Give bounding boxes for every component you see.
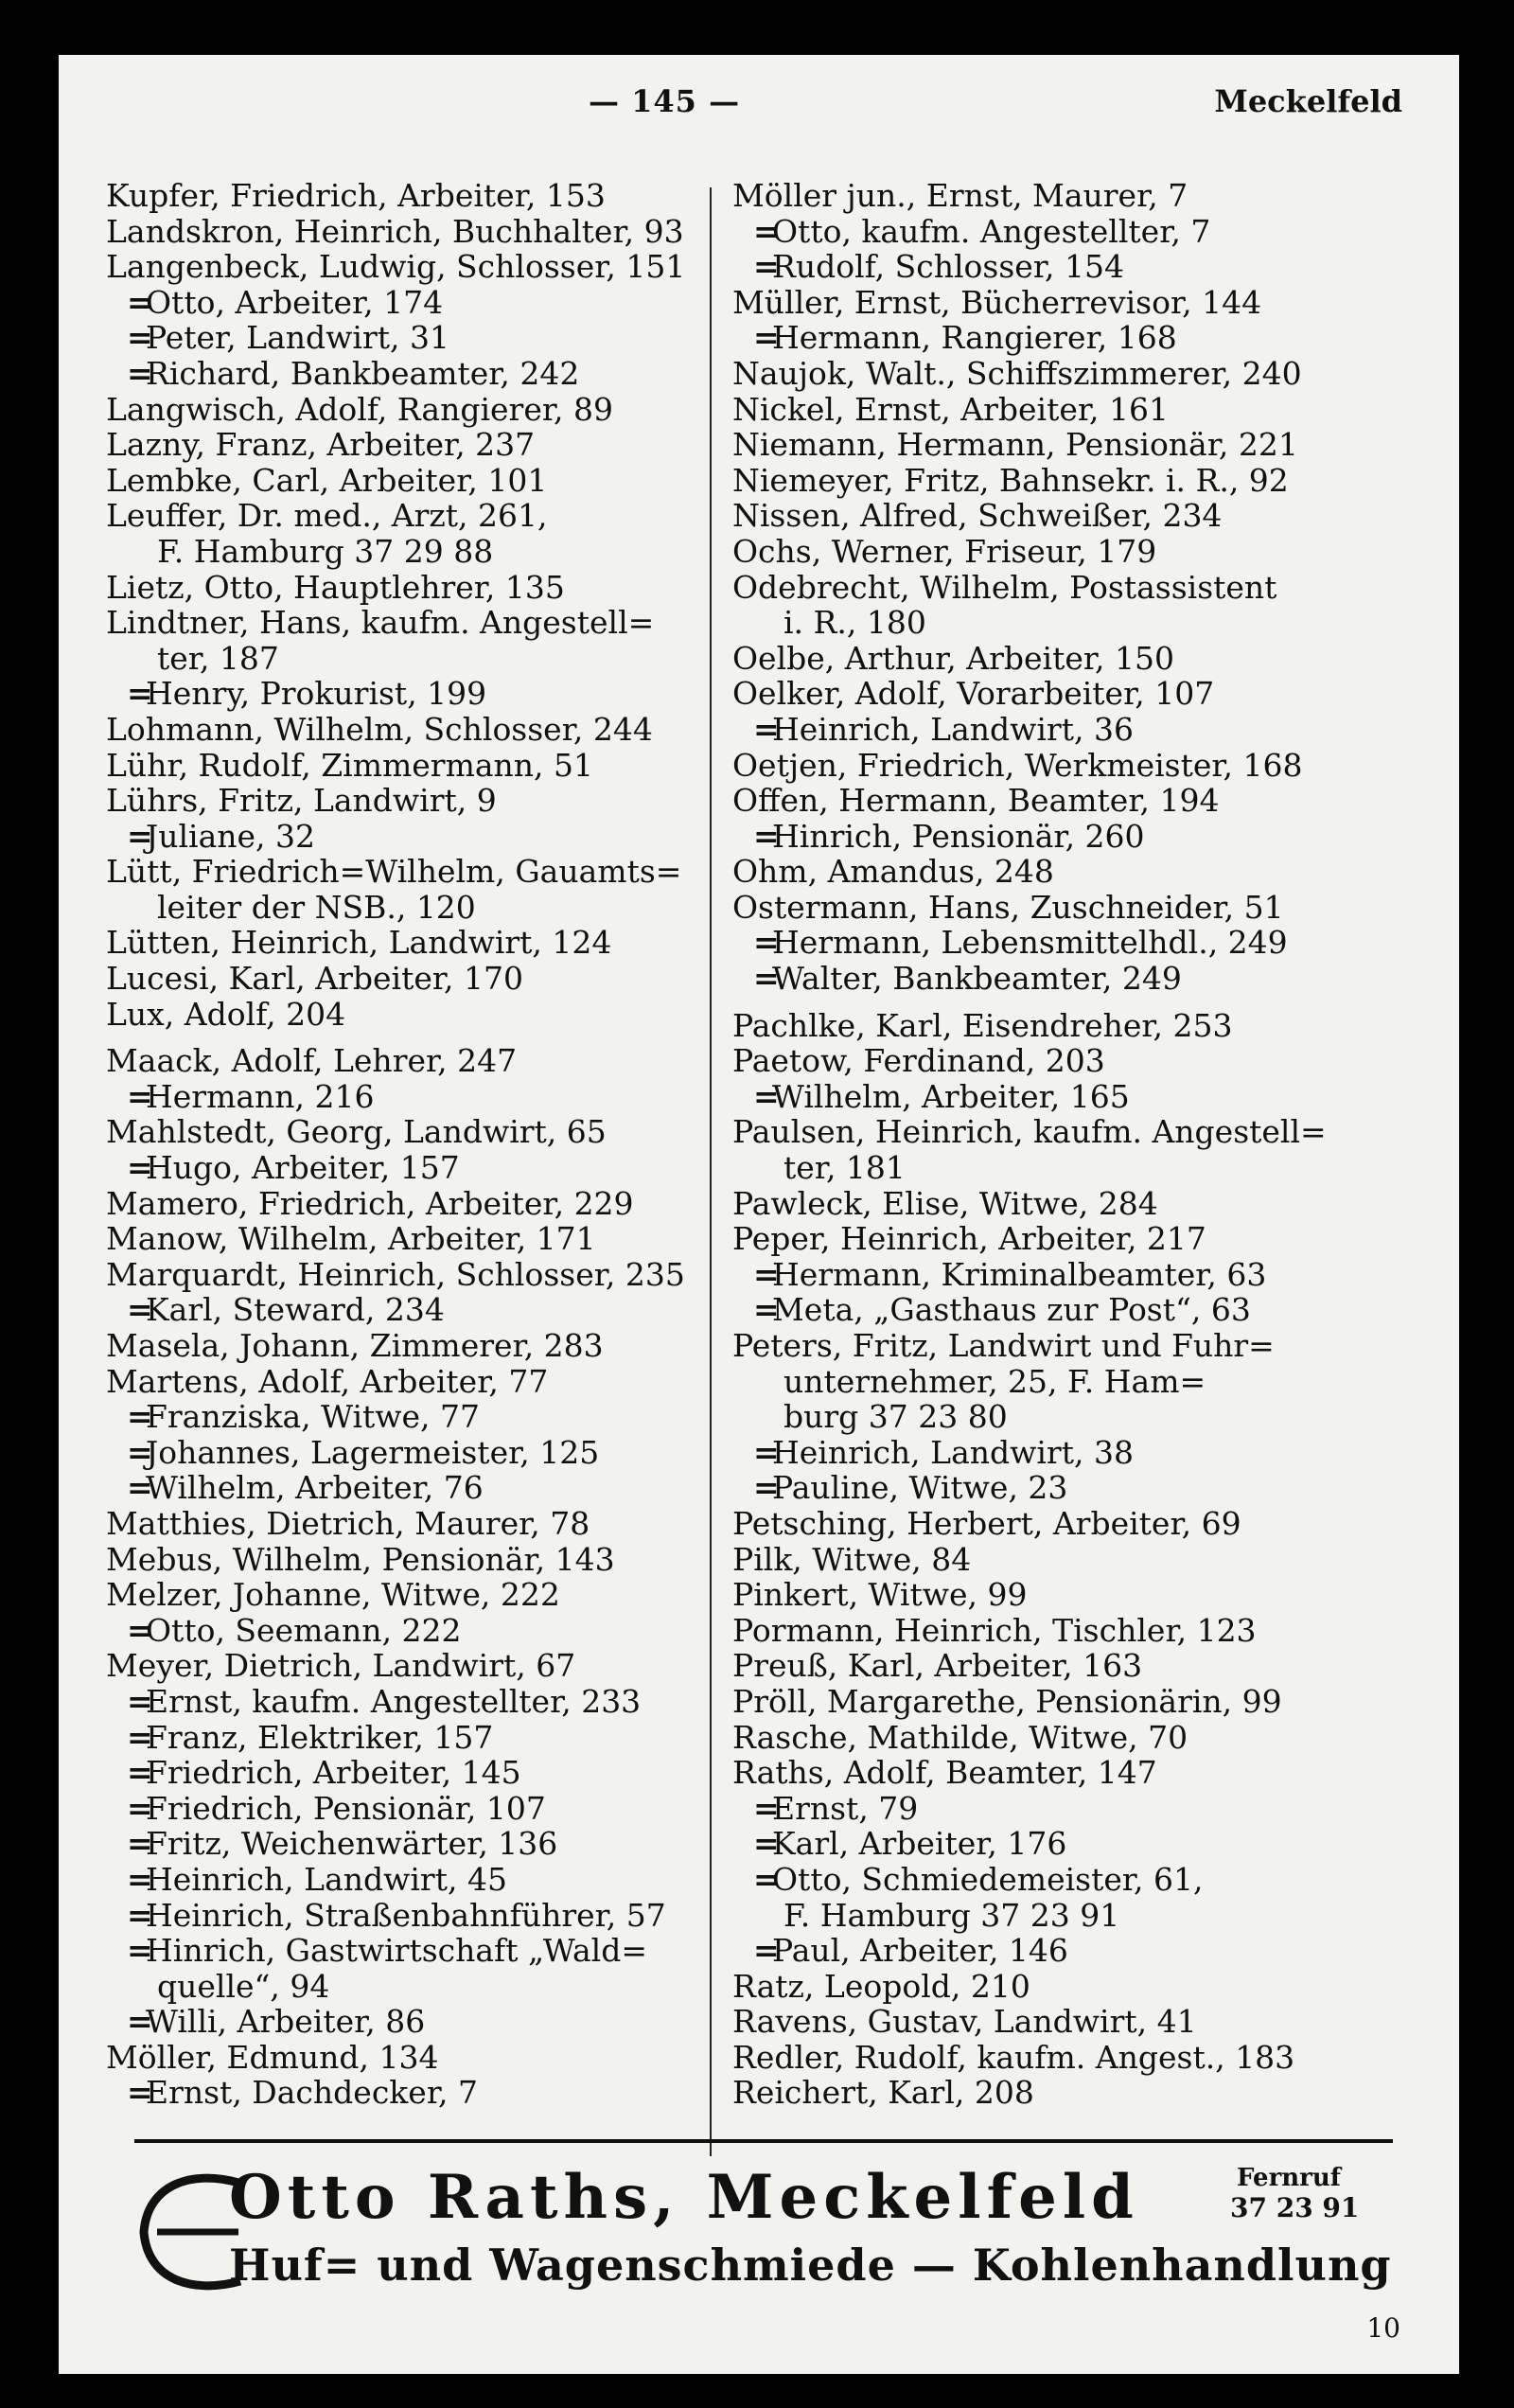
- directory-entry: [732, 925, 1385, 961]
- entry-text: Ravens, Gustav, Landwirt, 41: [732, 2003, 1197, 2041]
- directory-entry: [106, 925, 749, 961]
- phone-number: 37 23 91: [1230, 2192, 1360, 2223]
- entry-text: Oetjen, Friedrich, Werkmeister, 168: [732, 746, 1303, 784]
- entry-text: Oelker, Adolf, Vorarbeiter, 107: [732, 675, 1215, 713]
- directory-entry: [732, 1470, 1385, 1506]
- ditto-mark: =: [127, 1469, 153, 1507]
- directory-entry: [106, 1470, 749, 1506]
- directory-entry: [106, 1648, 749, 1684]
- directory-entry: [732, 1435, 1385, 1471]
- directory-entry: [732, 1862, 1385, 1898]
- directory-entry: [732, 1043, 1385, 1079]
- ditto-mark: =: [127, 319, 153, 357]
- entry-text: Leuffer, Dr. med., Arzt, 261,: [106, 497, 548, 535]
- ditto-mark: =: [753, 1291, 780, 1329]
- directory-entry: [732, 285, 1385, 321]
- directory-entry: [732, 1755, 1385, 1791]
- entry-continuation: [732, 1364, 1385, 1400]
- entry-text: Friedrich, Pensionär, 107: [146, 1789, 546, 1827]
- entry-text: Hermann, Rangierer, 168: [772, 319, 1177, 357]
- entry-text: Hermann, 216: [146, 1077, 375, 1115]
- entry-text: Matthies, Dietrich, Maurer, 78: [106, 1504, 590, 1542]
- directory-entry: [106, 1186, 749, 1222]
- entry-text: Lütten, Heinrich, Landwirt, 124: [106, 924, 612, 962]
- entry-text: Ochs, Werner, Friseur, 179: [732, 532, 1157, 570]
- directory-entry: [106, 997, 749, 1033]
- directory-entry: [732, 1221, 1385, 1257]
- directory-entry: [106, 1435, 749, 1471]
- directory-entry: [732, 534, 1385, 570]
- directory-entry: [732, 1186, 1385, 1222]
- entry-text: Lührs, Fritz, Landwirt, 9: [106, 782, 497, 820]
- entry-text: Karl, Arbeiter, 176: [772, 1825, 1067, 1863]
- entry-text: Marquardt, Heinrich, Schlosser, 235: [106, 1255, 685, 1293]
- entry-text: Niemeyer, Fritz, Bahnsekr. i. R., 92: [732, 461, 1289, 499]
- entry-text: Lindtner, Hans, kaufm. Angestell=: [106, 604, 655, 642]
- entry-text: Preuß, Karl, Arbeiter, 163: [732, 1647, 1143, 1685]
- directory-entry: [106, 570, 749, 606]
- directory-entry: [106, 819, 749, 855]
- directory-entry: [732, 1791, 1385, 1827]
- entry-text: Nickel, Ernst, Arbeiter, 161: [732, 390, 1169, 428]
- directory-entry: [732, 1720, 1385, 1756]
- directory-entry: [106, 783, 749, 819]
- directory-entry: [106, 1542, 749, 1578]
- ditto-mark: =: [127, 1611, 153, 1649]
- ditto-mark: =: [127, 1932, 153, 1970]
- entry-text: Möller jun., Ernst, Maurer, 7: [732, 177, 1188, 214]
- directory-entry: [732, 1079, 1385, 1115]
- entry-text: Pormann, Heinrich, Tischler, 123: [732, 1611, 1257, 1649]
- entry-text: Müller, Ernst, Bücherrevisor, 144: [732, 283, 1262, 321]
- signature-mark: 10: [1366, 2312, 1400, 2344]
- right-column: [732, 178, 1385, 2111]
- entry-text: Oelbe, Arthur, Arbeiter, 150: [732, 639, 1174, 677]
- entry-text: Hermann, Lebensmittelhdl., 249: [772, 924, 1288, 962]
- directory-entry: [732, 249, 1385, 285]
- entry-text: Rasche, Mathilde, Witwe, 70: [732, 1718, 1188, 1756]
- entry-text: Lucesi, Karl, Arbeiter, 170: [106, 960, 524, 998]
- entry-text: Lux, Adolf, 204: [106, 995, 346, 1033]
- entry-text: Hermann, Kriminalbeamter, 63: [772, 1255, 1267, 1293]
- entry-text: Johannes, Lagermeister, 125: [146, 1433, 600, 1471]
- ditto-mark: =: [127, 1398, 153, 1436]
- directory-entry: [106, 1613, 749, 1649]
- entry-text: Pilk, Witwe, 84: [732, 1540, 972, 1578]
- entry-text: Meyer, Dietrich, Landwirt, 67: [106, 1647, 576, 1685]
- directory-entry: [106, 1862, 749, 1898]
- directory-entry: [732, 570, 1385, 606]
- entry-continuation: [106, 641, 749, 677]
- directory-entry: [732, 2004, 1385, 2040]
- ditto-mark: =: [127, 283, 153, 321]
- directory-entry: [106, 2075, 749, 2111]
- directory-entry: [106, 1684, 749, 1720]
- directory-entry: [732, 1684, 1385, 1720]
- entry-text: Paul, Arbeiter, 146: [772, 1932, 1068, 1970]
- directory-entry: [732, 463, 1385, 499]
- directory-entry: [732, 1613, 1385, 1649]
- entry-text: Ratz, Leopold, 210: [732, 1967, 1030, 2005]
- ditto-mark: =: [127, 2003, 153, 2041]
- directory-entry: [732, 356, 1385, 392]
- entry-text: Petsching, Herbert, Arbeiter, 69: [732, 1504, 1241, 1542]
- directory-entry: [106, 1755, 749, 1791]
- directory-entry: [106, 1292, 749, 1328]
- directory-entry: [732, 1542, 1385, 1578]
- entry-text: Landskron, Heinrich, Buchhalter, 93: [106, 212, 684, 250]
- directory-entry: [732, 320, 1385, 356]
- directory-entry: [106, 320, 749, 356]
- directory-entry: [732, 641, 1385, 677]
- ditto-mark: =: [127, 1433, 153, 1471]
- entry-text: Lazny, Franz, Arbeiter, 237: [106, 426, 536, 464]
- directory-entry: [106, 285, 749, 321]
- entry-text: Henry, Prokurist, 199: [146, 675, 487, 713]
- directory-page: [59, 55, 1459, 2374]
- ditto-mark: =: [127, 2074, 153, 2112]
- entry-text: Mahlstedt, Georg, Landwirt, 65: [106, 1113, 607, 1151]
- ditto-mark: =: [127, 1149, 153, 1187]
- entry-text: Lütt, Friedrich=Wilhelm, Gauamts=: [106, 853, 682, 891]
- directory-entry: [732, 1933, 1385, 1969]
- entry-text: Heinrich, Landwirt, 45: [146, 1860, 507, 1898]
- entry-text: Hinrich, Gastwirtschaft „Wald=: [146, 1932, 647, 1970]
- directory-entry: [732, 1328, 1385, 1364]
- ditto-mark: =: [127, 354, 153, 392]
- directory-entry: [106, 605, 749, 641]
- entry-text: unternehmer, 25, F. Ham=: [783, 1362, 1206, 1400]
- entry-text: Otto, Schmiedemeister, 61,: [772, 1860, 1204, 1898]
- ditto-mark: =: [753, 1789, 780, 1827]
- directory-entry: [732, 961, 1385, 997]
- directory-entry: [106, 1114, 749, 1150]
- entry-text: Paetow, Ferdinand, 203: [732, 1042, 1105, 1080]
- directory-entry: [732, 819, 1385, 855]
- entry-text: Willi, Arbeiter, 86: [146, 2003, 426, 2041]
- entry-text: Pachlke, Karl, Eisendreher, 253: [732, 1006, 1233, 1044]
- directory-entry: [106, 748, 749, 784]
- directory-entry: [106, 249, 749, 285]
- entry-text: Fritz, Weichenwärter, 136: [146, 1825, 558, 1863]
- entry-text: Martens, Adolf, Arbeiter, 77: [106, 1362, 549, 1400]
- entry-text: Lietz, Otto, Hauptlehrer, 135: [106, 568, 565, 606]
- entry-continuation: [106, 890, 749, 926]
- directory-entry: [732, 1506, 1385, 1542]
- directory-entry: [106, 356, 749, 392]
- entry-text: Hinrich, Pensionär, 260: [772, 817, 1145, 855]
- entry-text: Hugo, Arbeiter, 157: [146, 1149, 460, 1187]
- advertisement-rule: [134, 2139, 1393, 2143]
- directory-entry: [732, 1577, 1385, 1613]
- entry-text: Odebrecht, Wilhelm, Postassistent: [732, 568, 1277, 606]
- directory-entry: [106, 1043, 749, 1079]
- entry-text: Möller, Edmund, 134: [106, 2038, 439, 2076]
- directory-entry: [732, 748, 1385, 784]
- directory-entry: [732, 676, 1385, 712]
- entry-text: Manow, Wilhelm, Arbeiter, 171: [106, 1220, 596, 1258]
- directory-entry: [732, 1008, 1385, 1044]
- page-header: [59, 83, 1459, 140]
- entry-text: F. Hamburg 37 23 91: [783, 1896, 1120, 1934]
- column-divider: [710, 187, 712, 2156]
- directory-entry: [106, 854, 749, 890]
- entry-text: F. Hamburg 37 29 88: [157, 532, 494, 570]
- entry-text: Rudolf, Schlosser, 154: [772, 248, 1124, 286]
- directory-entry: [732, 2075, 1385, 2111]
- running-head: Meckelfeld: [1214, 83, 1402, 119]
- directory-entry: [106, 1079, 749, 1115]
- directory-entry: [732, 1292, 1385, 1328]
- entry-text: Redler, Rudolf, kaufm. Angest., 183: [732, 2038, 1295, 2076]
- directory-entry: [732, 214, 1385, 250]
- ditto-mark: =: [753, 924, 780, 962]
- entry-continuation: [106, 534, 749, 570]
- entry-text: Peper, Heinrich, Arbeiter, 217: [732, 1220, 1206, 1258]
- entry-text: Langwisch, Adolf, Rangierer, 89: [106, 390, 613, 428]
- entry-text: Ernst, Dachdecker, 7: [146, 2074, 478, 2112]
- directory-entry: [106, 1364, 749, 1400]
- ditto-mark: =: [753, 319, 780, 357]
- directory-entry: [732, 2040, 1385, 2076]
- directory-entry: [732, 890, 1385, 926]
- entry-continuation: [732, 605, 1385, 641]
- directory-entry: [106, 1898, 749, 1934]
- entry-text: Otto, Seemann, 222: [146, 1611, 462, 1649]
- entry-text: Lohmann, Wilhelm, Schlosser, 244: [106, 710, 653, 748]
- directory-entry: [106, 961, 749, 997]
- entry-text: Heinrich, Landwirt, 36: [772, 710, 1134, 748]
- directory-entry: [732, 783, 1385, 819]
- ditto-mark: =: [753, 1825, 780, 1863]
- directory-entry: [732, 1114, 1385, 1150]
- directory-entry: [732, 854, 1385, 890]
- entry-text: Franziska, Witwe, 77: [146, 1398, 481, 1436]
- directory-entry: [106, 1577, 749, 1613]
- entry-text: Heinrich, Landwirt, 38: [772, 1433, 1134, 1471]
- entry-continuation: [106, 1969, 749, 2005]
- ditto-mark: =: [753, 1932, 780, 1970]
- directory-entry: [732, 427, 1385, 463]
- entry-text: Mamero, Friedrich, Arbeiter, 229: [106, 1184, 634, 1222]
- directory-entry: [106, 1399, 749, 1435]
- directory-entry: [106, 427, 749, 463]
- page-number: — 145 —: [589, 83, 741, 119]
- directory-entry: [106, 1933, 749, 1969]
- directory-entry: [732, 712, 1385, 748]
- ditto-mark: =: [753, 248, 780, 286]
- directory-entry: [106, 1221, 749, 1257]
- ditto-mark: =: [753, 710, 780, 748]
- directory-entry: [106, 2004, 749, 2040]
- ditto-mark: =: [127, 1291, 153, 1329]
- directory-entry: [106, 498, 749, 534]
- ditto-mark: =: [127, 1860, 153, 1898]
- ditto-mark: =: [127, 675, 153, 713]
- entry-text: Paulsen, Heinrich, kaufm. Angestell=: [732, 1113, 1327, 1151]
- directory-entry: [732, 1969, 1385, 2005]
- entry-continuation: [732, 1150, 1385, 1186]
- entry-text: Raths, Adolf, Beamter, 147: [732, 1754, 1157, 1792]
- entry-text: Meta, „Gasthaus zur Post“, 63: [772, 1291, 1251, 1329]
- entry-text: Richard, Bankbeamter, 242: [146, 354, 580, 392]
- entry-text: Franz, Elektriker, 157: [146, 1718, 494, 1756]
- ditto-mark: =: [753, 1433, 780, 1471]
- entry-text: Friedrich, Arbeiter, 145: [146, 1754, 521, 1792]
- entry-text: Ernst, 79: [772, 1789, 919, 1827]
- directory-entry: [732, 1257, 1385, 1293]
- ditto-mark: =: [127, 1718, 153, 1756]
- directory-entry: [106, 676, 749, 712]
- directory-entry: [732, 392, 1385, 428]
- directory-entry: [106, 1328, 749, 1364]
- entry-text: Otto, Arbeiter, 174: [146, 283, 444, 321]
- entry-text: ter, 187: [157, 639, 279, 677]
- directory-entry: [106, 1720, 749, 1756]
- entry-text: Lembke, Carl, Arbeiter, 101: [106, 461, 548, 499]
- ditto-mark: =: [753, 817, 780, 855]
- entry-text: Peters, Fritz, Landwirt und Fuhr=: [732, 1327, 1275, 1364]
- entry-text: Karl, Steward, 234: [146, 1291, 445, 1329]
- entry-text: Lühr, Rudolf, Zimmermann, 51: [106, 746, 594, 784]
- entry-text: Mebus, Wilhelm, Pensionär, 143: [106, 1540, 615, 1578]
- entry-text: Niemann, Hermann, Pensionär, 221: [732, 426, 1298, 464]
- directory-entry: [106, 178, 749, 214]
- ditto-mark: =: [127, 1896, 153, 1934]
- entry-text: Wilhelm, Arbeiter, 76: [146, 1469, 484, 1507]
- ditto-mark: =: [753, 1469, 780, 1507]
- ditto-mark: =: [127, 1077, 153, 1115]
- entry-text: Pauline, Witwe, 23: [772, 1469, 1068, 1507]
- directory-entry: [106, 1826, 749, 1862]
- entry-text: Peter, Landwirt, 31: [146, 319, 449, 357]
- phone-label: Fernruf: [1237, 2164, 1341, 2192]
- ditto-mark: =: [127, 1825, 153, 1863]
- ditto-mark: =: [127, 1754, 153, 1792]
- advertisement-subline: Huf= und Wagenschmiede — Kohlenhandlung: [229, 2240, 1392, 2291]
- directory-entry: [732, 178, 1385, 214]
- entry-text: Reichert, Karl, 208: [732, 2074, 1034, 2112]
- directory-entry: [106, 1506, 749, 1542]
- entry-text: Otto, kaufm. Angestellter, 7: [772, 212, 1211, 250]
- advertisement: [134, 2154, 1402, 2306]
- directory-entry: [106, 214, 749, 250]
- entry-text: Masela, Johann, Zimmerer, 283: [106, 1327, 604, 1364]
- directory-entry: [106, 2040, 749, 2076]
- ditto-mark: =: [127, 817, 153, 855]
- directory-entry: [106, 1150, 749, 1186]
- entry-text: burg 37 23 80: [783, 1398, 1008, 1436]
- entry-text: Wilhelm, Arbeiter, 165: [772, 1077, 1130, 1115]
- entry-continuation: [732, 1399, 1385, 1435]
- entry-text: quelle“, 94: [157, 1967, 330, 2005]
- entry-text: Nissen, Alfred, Schweißer, 234: [732, 497, 1223, 535]
- ditto-mark: =: [753, 960, 780, 998]
- directory-entry: [106, 463, 749, 499]
- entry-text: Naujok, Walt., Schiffszimmerer, 240: [732, 354, 1302, 392]
- entry-text: Kupfer, Friedrich, Arbeiter, 153: [106, 177, 606, 214]
- directory-entry: [106, 392, 749, 428]
- ditto-mark: =: [127, 1682, 153, 1720]
- entry-text: Pinkert, Witwe, 99: [732, 1576, 1028, 1614]
- directory-entry: [106, 1257, 749, 1293]
- entry-text: Ernst, kaufm. Angestellter, 233: [146, 1682, 642, 1720]
- left-column: [106, 178, 749, 2111]
- entry-text: leiter der NSB., 120: [157, 888, 476, 926]
- entry-text: Maack, Adolf, Lehrer, 247: [106, 1042, 518, 1080]
- directory-entry: [732, 498, 1385, 534]
- directory-entry: [106, 1791, 749, 1827]
- ditto-mark: =: [127, 1789, 153, 1827]
- entry-text: Offen, Hermann, Beamter, 194: [732, 782, 1220, 820]
- entry-text: Pawleck, Elise, Witwe, 284: [732, 1184, 1158, 1222]
- directory-entry: [732, 1826, 1385, 1862]
- entry-text: Heinrich, Straßenbahnführer, 57: [146, 1896, 666, 1934]
- directory-entry: [106, 712, 749, 748]
- entry-text: Langenbeck, Ludwig, Schlosser, 151: [106, 248, 686, 286]
- entry-text: Melzer, Johanne, Witwe, 222: [106, 1576, 560, 1614]
- directory-entry: [732, 1648, 1385, 1684]
- entry-text: ter, 181: [783, 1149, 906, 1187]
- ditto-mark: =: [753, 1255, 780, 1293]
- advertiser-name: Otto Raths, Meckelfeld: [229, 2162, 1139, 2233]
- entry-text: Juliane, 32: [146, 817, 316, 855]
- entry-text: Ohm, Amandus, 248: [732, 853, 1054, 891]
- entry-text: Ostermann, Hans, Zuschneider, 51: [732, 888, 1284, 926]
- entry-continuation: [732, 1898, 1385, 1934]
- ditto-mark: =: [753, 1077, 780, 1115]
- entry-text: Pröll, Margarethe, Pensionärin, 99: [732, 1682, 1282, 1720]
- entry-text: i. R., 180: [783, 604, 926, 642]
- entry-text: Walter, Bankbeamter, 249: [772, 960, 1182, 998]
- ditto-mark: =: [753, 1860, 780, 1898]
- ditto-mark: =: [753, 212, 780, 250]
